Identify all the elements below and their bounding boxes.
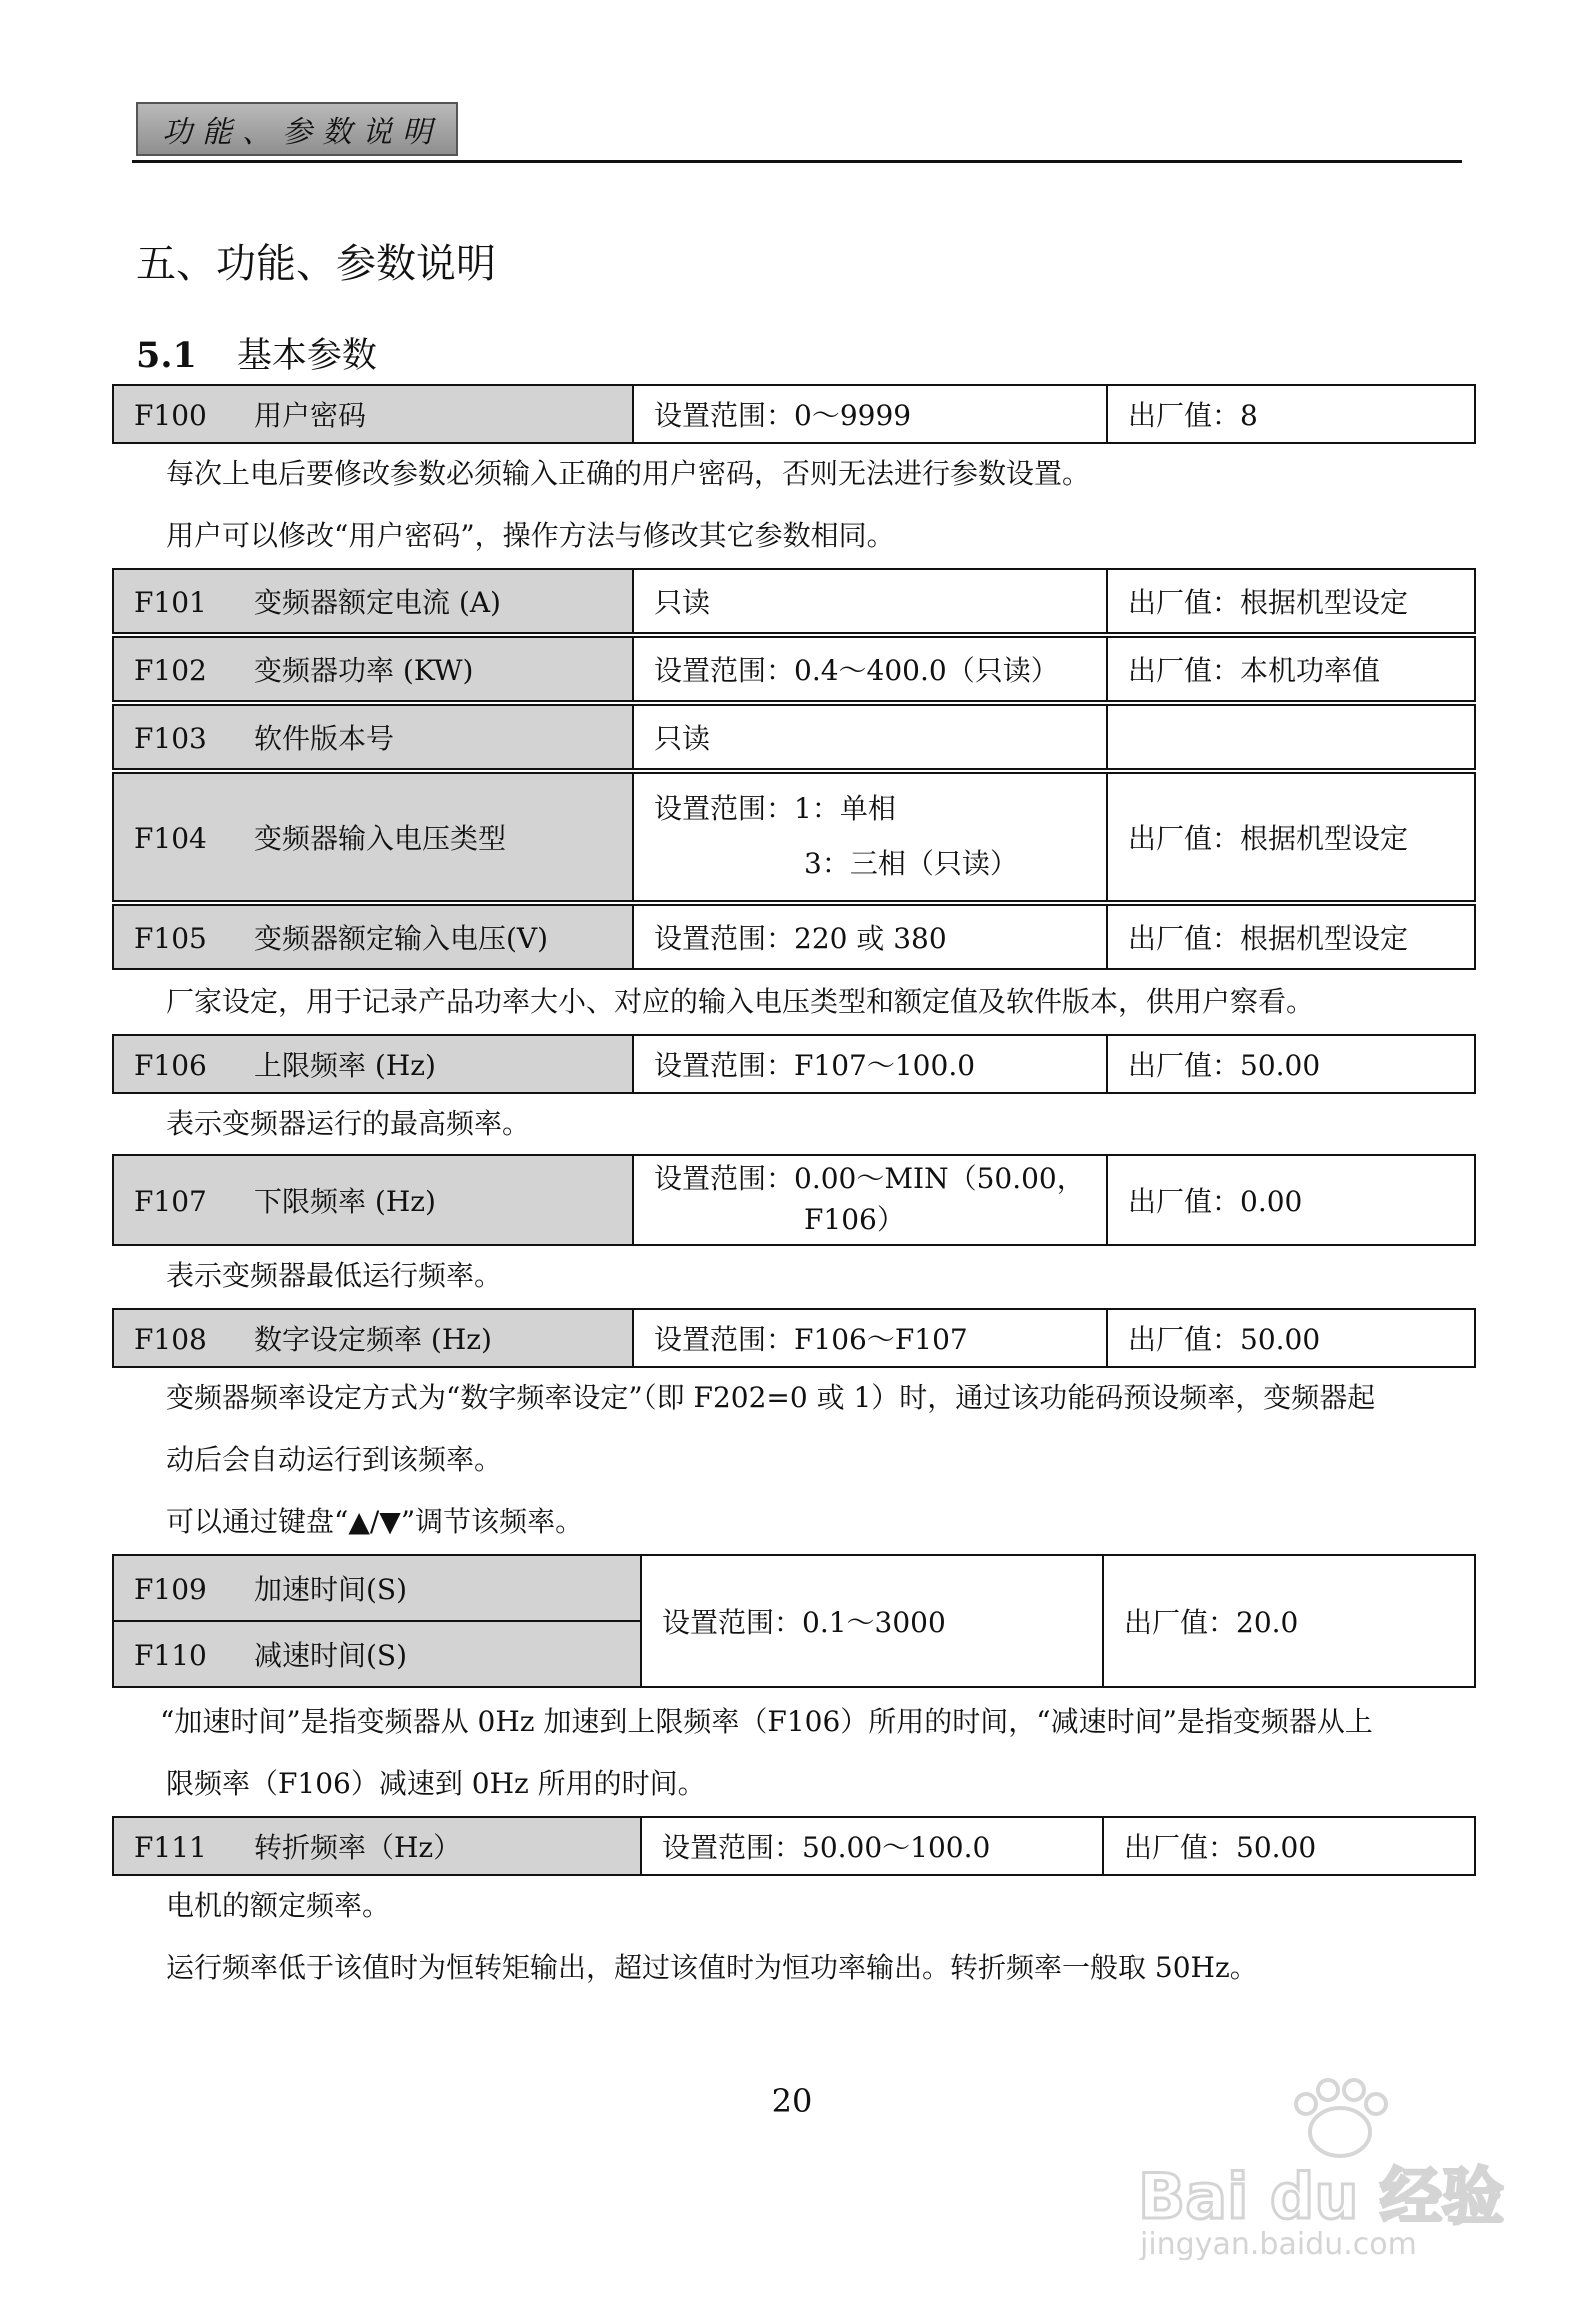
param-row-f103	[113, 705, 1475, 769]
param-range: 设置范围：220 或 380	[633, 905, 1107, 969]
param-name: 转折频率（Hz）	[254, 1831, 462, 1864]
header-rule	[132, 160, 1462, 163]
param-name-cell	[113, 1035, 633, 1093]
param-table-f106	[112, 1034, 1476, 1094]
param-name-cell	[113, 569, 633, 633]
param-table-f101	[112, 568, 1476, 634]
param-code: F103	[134, 722, 207, 755]
param-name: 用户密码	[254, 399, 367, 432]
param-row-f111	[113, 1817, 1475, 1875]
param-table-f107	[112, 1154, 1476, 1246]
section-title	[136, 328, 377, 378]
description-paragraph: 可以通过键盘“▲/▼”调节该频率。	[166, 1505, 584, 1538]
param-table-f105	[112, 904, 1476, 970]
param-range: 只读	[633, 569, 1107, 633]
param-default	[1107, 705, 1475, 769]
description-paragraph: 动后会自动运行到该频率。	[166, 1443, 503, 1476]
param-default: 出厂值：根据机型设定	[1107, 569, 1475, 633]
param-name-cell	[113, 705, 633, 769]
param-range-line: F106）	[804, 1203, 905, 1236]
param-code: F100	[134, 399, 207, 432]
param-code: F108	[134, 1323, 207, 1356]
param-range-cell	[633, 1155, 1107, 1245]
param-default: 出厂值：20.0	[1103, 1555, 1475, 1687]
param-name: 减速时间(S)	[254, 1639, 408, 1672]
param-range-line: 3：三相（只读）	[804, 847, 1018, 880]
param-range: 设置范围：0.4～400.0（只读）	[633, 637, 1107, 701]
description-paragraph: 每次上电后要修改参数必须输入正确的用户密码，否则无法进行参数设置。	[166, 457, 1091, 490]
description-paragraph: 厂家设定，用于记录产品功率大小、对应的输入电压类型和额定值及软件版本，供用户察看。	[166, 985, 1315, 1018]
description-paragraph: 运行频率低于该值时为恒转矩输出，超过该值时为恒功率输出。转折频率一般取 50Hz。	[166, 1951, 1258, 1984]
param-table-f100	[112, 384, 1476, 444]
param-table-f104	[112, 772, 1476, 902]
param-code: F102	[134, 654, 207, 687]
param-table-f103	[112, 704, 1476, 770]
param-code: F105	[134, 922, 207, 955]
param-name-cell	[113, 637, 633, 701]
watermark-url-text: jingyan.baidu.com	[1140, 2227, 1417, 2260]
paw-logo-icon	[1296, 2080, 1386, 2156]
param-row-f109	[113, 1555, 1475, 1621]
param-row-f105	[113, 905, 1475, 969]
section-number: 5.1	[136, 335, 197, 376]
param-name-cell	[113, 1555, 641, 1621]
param-range: 只读	[633, 705, 1107, 769]
param-default: 出厂值：50.00	[1107, 1035, 1475, 1093]
param-default: 出厂值：50.00	[1107, 1309, 1475, 1367]
param-default: 出厂值：0.00	[1107, 1155, 1475, 1245]
param-default: 出厂值：50.00	[1103, 1817, 1475, 1875]
section-name: 基本参数	[236, 336, 377, 376]
param-name-cell	[113, 1155, 633, 1245]
param-range-line: 设置范围：0.00～MIN（50.00，	[654, 1162, 1085, 1196]
param-range: 设置范围：0.1～3000	[641, 1555, 1103, 1687]
param-code: F106	[134, 1049, 207, 1082]
param-row-f104	[113, 773, 1475, 901]
param-name-cell	[113, 773, 633, 901]
param-code: F109	[134, 1573, 207, 1606]
param-default: 出厂值：根据机型设定	[1107, 905, 1475, 969]
param-table-f111	[112, 1816, 1476, 1876]
param-name: 上限频率 (Hz)	[254, 1049, 436, 1082]
param-table-f109-f110	[112, 1554, 1476, 1688]
param-code: F110	[134, 1639, 207, 1672]
baidu-jingyan-watermark	[1130, 2060, 1530, 2260]
watermark-brand-text: Bai du 经验	[1138, 2160, 1505, 2233]
description-paragraph: 表示变频器最低运行频率。	[166, 1259, 503, 1292]
param-row-f106	[113, 1035, 1475, 1093]
page-number: 20	[771, 2082, 813, 2120]
header-tab-label: 功能、参数说明	[162, 115, 442, 150]
param-name-cell	[113, 1621, 641, 1687]
param-name: 数字设定频率 (Hz)	[254, 1323, 492, 1356]
description-paragraph: 表示变频器运行的最高频率。	[166, 1107, 531, 1140]
header-tab	[136, 102, 458, 156]
param-code: F107	[134, 1185, 207, 1218]
param-row-f107	[113, 1155, 1475, 1245]
param-table-f108	[112, 1308, 1476, 1368]
param-code: F104	[134, 822, 207, 855]
param-name: 下限频率 (Hz)	[254, 1185, 436, 1218]
param-row-f108	[113, 1309, 1475, 1367]
param-name: 变频器额定输入电压(V)	[254, 922, 549, 955]
param-range: 设置范围：0～9999	[633, 385, 1107, 443]
param-row-f102	[113, 637, 1475, 701]
param-row-f101	[113, 569, 1475, 633]
description-paragraph: 限频率（F106）减速到 0Hz 所用的时间。	[166, 1767, 706, 1800]
param-range: 设置范围：50.00～100.0	[641, 1817, 1103, 1875]
description-paragraph: 变频器频率设定方式为“数字频率设定”（即 F202=0 或 1）时，通过该功能码预设频率，变频器起	[166, 1381, 1376, 1414]
param-range-cell	[633, 773, 1107, 901]
param-name: 加速时间(S)	[254, 1573, 408, 1606]
param-default: 出厂值：本机功率值	[1107, 637, 1475, 701]
param-name: 变频器额定电流 (A)	[254, 586, 501, 619]
param-range: 设置范围：F106～F107	[633, 1309, 1107, 1367]
param-range: 设置范围：F107～100.0	[633, 1035, 1107, 1093]
param-name-cell	[113, 1817, 641, 1875]
param-name-cell	[113, 385, 633, 443]
param-name: 软件版本号	[254, 722, 395, 755]
param-name-cell	[113, 905, 633, 969]
param-table-f102	[112, 636, 1476, 702]
param-range-line: 设置范围：1：单相	[654, 792, 896, 826]
description-paragraph: 电机的额定频率。	[166, 1889, 391, 1922]
param-name-cell	[113, 1309, 633, 1367]
description-paragraph: “加速时间”是指变频器从 0Hz 加速到上限频率（F106）所用的时间，“减速时间”是指变频器从上	[160, 1705, 1373, 1738]
param-default: 出厂值：8	[1107, 385, 1475, 443]
chapter-title: 五、功能、参数说明	[136, 241, 496, 287]
param-code: F111	[134, 1831, 207, 1864]
param-name: 变频器输入电压类型	[254, 822, 507, 855]
param-code: F101	[134, 586, 207, 619]
description-paragraph: 用户可以修改“用户密码”，操作方法与修改其它参数相同。	[166, 519, 895, 552]
param-name: 变频器功率 (KW)	[254, 654, 474, 687]
param-default: 出厂值：根据机型设定	[1107, 773, 1475, 901]
param-row-f100	[113, 385, 1475, 443]
